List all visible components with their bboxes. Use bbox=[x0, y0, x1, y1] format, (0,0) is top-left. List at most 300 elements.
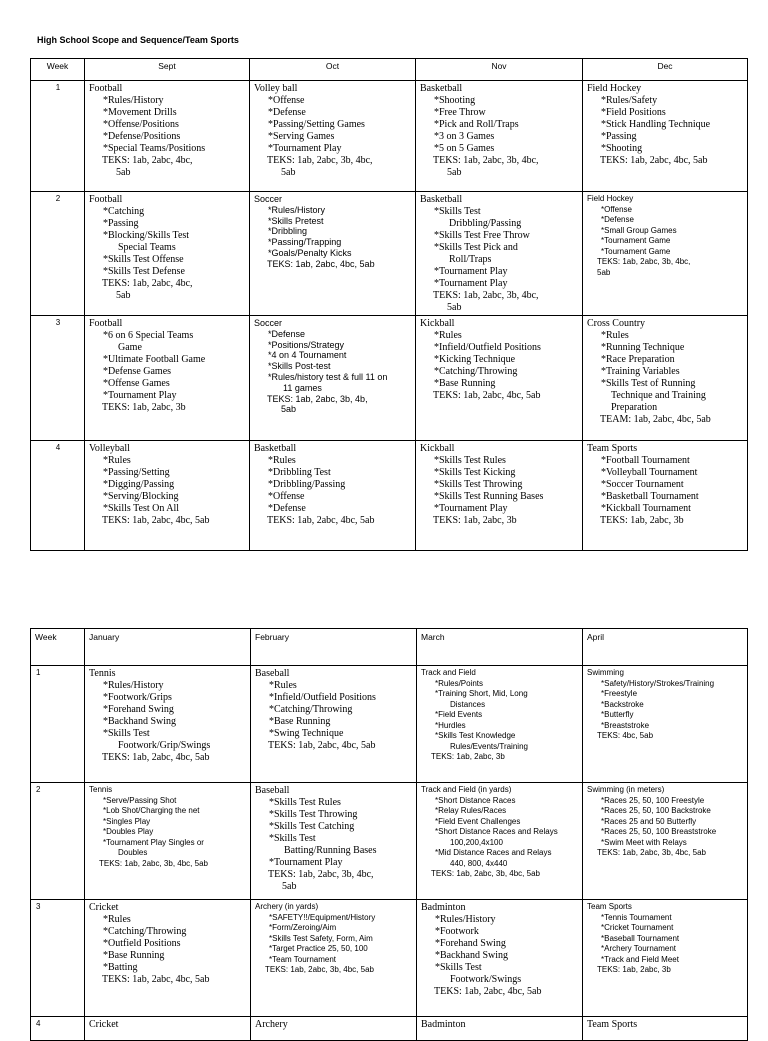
header-week: Week bbox=[31, 59, 85, 81]
unit-content bbox=[587, 785, 744, 859]
list-item: *Footwork bbox=[435, 926, 479, 937]
list-item: *Defense bbox=[268, 107, 306, 118]
teks-line: 5ab bbox=[597, 267, 611, 277]
list-item: *Special Teams/Positions bbox=[103, 143, 206, 154]
teks-line: TEKS: 1ab, 2abc, 4bc, 5ab bbox=[267, 258, 375, 269]
teks-line: TEKS: 1ab, 2abc, 3b, 4bc, bbox=[433, 290, 539, 301]
list-item: *Freestyle bbox=[601, 689, 638, 699]
sport-title: Cross Country bbox=[587, 318, 646, 329]
list-item: *Rules bbox=[434, 330, 462, 341]
list-item: *Backstroke bbox=[601, 699, 644, 709]
list-item: *Kicking Technique bbox=[434, 354, 516, 365]
unit-cell bbox=[583, 316, 748, 441]
header-sept: Sept bbox=[85, 59, 250, 81]
list-item: *Infield/Outfield Positions bbox=[434, 342, 541, 353]
teks-line: TEKS: 1ab, 2abc, 4bc, 5ab bbox=[102, 974, 210, 985]
sport-title: Baseball bbox=[255, 785, 290, 796]
list-item: *Batting bbox=[103, 962, 138, 973]
list-item: *Pick and Roll/Traps bbox=[434, 119, 519, 130]
unit-cell bbox=[416, 81, 583, 192]
unit-content bbox=[89, 318, 246, 414]
list-item: *Skills Test Defense bbox=[103, 266, 185, 277]
unit-content bbox=[89, 443, 246, 527]
unit-cell bbox=[416, 441, 583, 551]
list-item: *Hurdles bbox=[435, 720, 466, 730]
unit-content bbox=[421, 668, 579, 763]
list-item: *Short Distance Races bbox=[435, 795, 516, 805]
list-item: *Forehand Swing bbox=[435, 938, 506, 949]
unit-content bbox=[421, 902, 579, 998]
sport-title: Kickball bbox=[420, 443, 455, 454]
week-number: 2 bbox=[31, 783, 85, 900]
sport-title: Basketball bbox=[420, 194, 463, 205]
unit-cell bbox=[85, 900, 251, 1017]
list-item: *Cricket Tournament bbox=[601, 923, 674, 933]
list-item: *Skills Test bbox=[434, 206, 481, 217]
teks-line: TEAM: 1ab, 2abc, 4bc, 5ab bbox=[600, 414, 711, 425]
list-item: *Kickball Tournament bbox=[601, 503, 691, 514]
unit-cell bbox=[251, 666, 417, 783]
teks-line: TEKS: 1ab, 2abc, 3b, 4bc, bbox=[268, 869, 374, 880]
list-item: *Passing/Trapping bbox=[268, 237, 342, 248]
unit-content bbox=[420, 443, 579, 527]
teks-line: TEKS: 1ab, 2abc, 4bc, 5ab bbox=[102, 515, 210, 526]
sport-title: Badminton bbox=[421, 902, 466, 913]
list-item: *Catching/Throwing bbox=[269, 704, 353, 715]
list-item: *Rules/History bbox=[103, 680, 164, 691]
list-item: *Races 25, 50, 100 Backstroke bbox=[601, 806, 711, 816]
table-row bbox=[31, 900, 748, 1017]
unit-cell bbox=[85, 192, 250, 316]
list-item: *Shooting bbox=[601, 143, 643, 154]
table-row bbox=[31, 783, 748, 900]
unit-content bbox=[421, 785, 579, 880]
list-item: *Swim Meet with Relays bbox=[601, 837, 687, 847]
list-item: *Serving Games bbox=[268, 131, 335, 142]
unit-cell bbox=[251, 900, 417, 1017]
sport-title: Archery (in yards) bbox=[255, 902, 319, 911]
sport-title: Baseball bbox=[255, 668, 290, 679]
list-item: *SAFETY!!/Equipment/History bbox=[269, 912, 376, 922]
week-number: 2 bbox=[31, 192, 85, 316]
list-item: *Catching bbox=[103, 206, 145, 217]
list-item: *Tournament Game bbox=[601, 246, 671, 256]
list-item: *Volleyball Tournament bbox=[601, 467, 698, 478]
teks-line: TEKS: 1ab, 2abc, 4bc, 5ab bbox=[600, 155, 708, 166]
list-item: *Infield/Outfield Positions bbox=[269, 692, 376, 703]
list-item: *Outfield Positions bbox=[103, 938, 181, 949]
fall-semester-table bbox=[30, 58, 748, 551]
week-number: 4 bbox=[31, 1017, 85, 1041]
list-item: *Archery Tournament bbox=[601, 944, 676, 954]
list-item: *Defense Games bbox=[103, 366, 172, 377]
table-row bbox=[31, 441, 748, 551]
teks-line: TEKS: 1ab, 2abc, 4bc, bbox=[102, 278, 193, 289]
list-item: *Skills Test Pick and bbox=[434, 242, 518, 253]
teks-line: TEKS: 1ab, 2abc, 3b, 4bc, 5ab bbox=[99, 858, 208, 868]
list-item: *Tournament Play bbox=[434, 503, 508, 514]
list-item-continuation: Distances bbox=[450, 699, 486, 709]
list-item: *Skills Test bbox=[269, 833, 316, 844]
list-item: *Skills Pretest bbox=[268, 215, 324, 226]
table-row bbox=[31, 192, 748, 316]
list-item-continuation: Preparation bbox=[611, 402, 658, 413]
sport-title: Football bbox=[89, 194, 123, 205]
list-item: *Catching/Throwing bbox=[103, 926, 187, 937]
list-item: *Footwork/Grips bbox=[103, 692, 172, 703]
list-item: *Skills Test Safety, Form, Aim bbox=[269, 933, 373, 943]
sport-title: Archery bbox=[255, 1019, 288, 1030]
week-number: 1 bbox=[31, 81, 85, 192]
header-week: Week bbox=[31, 629, 85, 666]
list-item: *Defense bbox=[268, 328, 306, 339]
list-item: *Defense/Positions bbox=[103, 131, 181, 142]
list-item: *Race Preparation bbox=[601, 354, 675, 365]
list-item: *Mid Distance Races and Relays bbox=[435, 848, 552, 858]
sport-title: Basketball bbox=[420, 83, 463, 94]
list-item: *Football Tournament bbox=[601, 455, 690, 466]
teks-line: 5ab bbox=[116, 290, 131, 301]
unit-content bbox=[89, 1019, 247, 1031]
teks-line: TEKS: 1ab, 2abc, 3b, 4bc, bbox=[433, 155, 539, 166]
sport-title: Team Sports bbox=[587, 1019, 638, 1030]
list-item: *Field Positions bbox=[601, 107, 666, 118]
teks-line: TEKS: 1ab, 2abc, 3b, 4bc, bbox=[267, 155, 373, 166]
list-item: *Stick Handling Technique bbox=[601, 119, 711, 130]
list-item: *Offense bbox=[268, 491, 305, 502]
list-item: *Tournament Play bbox=[269, 857, 343, 868]
unit-content bbox=[254, 83, 412, 179]
unit-cell bbox=[417, 1017, 583, 1041]
header-february: February bbox=[251, 629, 417, 666]
list-item: *Breaststroke bbox=[601, 720, 650, 730]
sport-title: Team Sports bbox=[587, 443, 638, 454]
unit-cell bbox=[251, 1017, 417, 1041]
list-item: *Skills Test Throwing bbox=[434, 479, 523, 490]
sport-title: Field Hockey bbox=[587, 194, 634, 203]
teks-line: TEKS: 1ab, 2abc, 4bc, 5ab bbox=[433, 390, 541, 401]
teks-line: TEKS: 1ab, 2abc, 3b, 4bc, 5ab bbox=[597, 848, 706, 858]
list-item: *Safety/History/Strokes/Training bbox=[601, 678, 715, 688]
list-item: *Team Tournament bbox=[269, 954, 336, 964]
list-item: *Rules bbox=[103, 914, 131, 925]
unit-cell bbox=[85, 783, 251, 900]
teks-line: TEKS: 1ab, 2abc, 3b bbox=[597, 965, 671, 975]
table-row bbox=[31, 666, 748, 783]
teks-line: 5ab bbox=[447, 302, 462, 313]
list-item-continuation: Technique and Training bbox=[611, 390, 706, 401]
sport-title: Tennis bbox=[89, 668, 116, 679]
teks-line: TEKS: 4bc, 5ab bbox=[597, 731, 654, 741]
list-item: *Digging/Passing bbox=[103, 479, 175, 490]
sport-title: Field Hockey bbox=[587, 83, 642, 94]
unit-content bbox=[587, 668, 744, 742]
list-item: *Swing Technique bbox=[269, 728, 344, 739]
teks-line: 5ab bbox=[281, 404, 297, 415]
unit-content bbox=[420, 318, 579, 402]
list-item: *Passing bbox=[601, 131, 637, 142]
list-item: *Tennis Tournament bbox=[601, 912, 672, 922]
unit-content bbox=[587, 443, 744, 527]
unit-content bbox=[89, 902, 247, 986]
teks-line: TEKS: 1ab, 2abc, 3b, 4bc, bbox=[597, 257, 691, 267]
list-item: *Running Technique bbox=[601, 342, 685, 353]
list-item-continuation: Footwork/Grip/Swings bbox=[118, 740, 211, 751]
list-item: *Rules/history test & full 11 on bbox=[268, 371, 388, 382]
list-item: *5 on 5 Games bbox=[434, 143, 495, 154]
list-item: *Track and Field Meet bbox=[601, 954, 679, 964]
unit-content bbox=[254, 318, 412, 415]
unit-content bbox=[587, 83, 744, 167]
list-item: *Dribbling/Passing bbox=[268, 479, 346, 490]
list-item: *Butterfly bbox=[601, 710, 634, 720]
list-item: *Base Running bbox=[434, 378, 496, 389]
unit-cell bbox=[583, 1017, 748, 1041]
teks-line: TEKS: 1ab, 2abc, 4bc, 5ab bbox=[268, 740, 376, 751]
unit-content bbox=[420, 83, 579, 179]
list-item: *Defense bbox=[601, 215, 634, 225]
teks-line: TEKS: 1ab, 2abc, 3b, 4bc, 5ab bbox=[265, 965, 374, 975]
list-item: *Movement Drills bbox=[103, 107, 177, 118]
week-number: 3 bbox=[31, 900, 85, 1017]
list-item: *Singles Play bbox=[103, 816, 151, 826]
table-row bbox=[31, 1017, 748, 1041]
list-item: *Small Group Games bbox=[601, 225, 677, 235]
header-oct: Oct bbox=[250, 59, 416, 81]
list-item-continuation: Game bbox=[118, 342, 142, 353]
sport-title: Cricket bbox=[89, 1019, 119, 1030]
list-item-continuation: 11 games bbox=[283, 382, 322, 393]
list-item: *Base Running bbox=[103, 950, 165, 961]
unit-cell bbox=[583, 783, 748, 900]
teks-line: 5ab bbox=[281, 167, 296, 178]
unit-cell bbox=[251, 783, 417, 900]
list-item: *Goals/Penalty Kicks bbox=[268, 247, 352, 258]
sport-title: Volley ball bbox=[254, 83, 298, 94]
unit-content bbox=[89, 668, 247, 764]
list-item: *Passing/Setting Games bbox=[268, 119, 365, 130]
unit-content bbox=[255, 668, 413, 752]
list-item: *Offense bbox=[601, 204, 632, 214]
header-january: January bbox=[85, 629, 251, 666]
list-item: *Tournament Play bbox=[434, 278, 508, 289]
unit-cell bbox=[85, 316, 250, 441]
list-item: *Serving/Blocking bbox=[103, 491, 179, 502]
teks-line: TEKS: 1ab, 2abc, 4bc, bbox=[102, 155, 193, 166]
list-item: *Rules/Points bbox=[435, 678, 484, 688]
unit-cell bbox=[583, 81, 748, 192]
list-item: *Baseball Tournament bbox=[601, 933, 680, 943]
unit-cell bbox=[583, 900, 748, 1017]
sport-title: Team Sports bbox=[587, 902, 632, 911]
unit-content bbox=[587, 194, 744, 278]
teks-line: 5ab bbox=[116, 167, 131, 178]
list-item: *Skills Test Free Throw bbox=[434, 230, 530, 241]
header-dec: Dec bbox=[583, 59, 748, 81]
sport-title: Football bbox=[89, 83, 123, 94]
list-item: *Tournament Play bbox=[268, 143, 342, 154]
header-march: March bbox=[417, 629, 583, 666]
list-item: *Tournament Play Singles or bbox=[103, 837, 204, 847]
list-item: *Defense bbox=[268, 503, 306, 514]
unit-cell bbox=[417, 666, 583, 783]
list-item: *Tournament Game bbox=[601, 236, 671, 246]
sport-title: Soccer bbox=[254, 318, 283, 328]
list-item: *Offense bbox=[268, 95, 305, 106]
list-item: *Rules/Safety bbox=[601, 95, 658, 106]
list-item-continuation: Special Teams bbox=[118, 242, 176, 253]
list-item: *Skills Test Throwing bbox=[269, 809, 358, 820]
list-item: *Skills Post-test bbox=[268, 361, 331, 372]
list-item: *Backhand Swing bbox=[103, 716, 177, 727]
list-item: *Races 25 and 50 Butterfly bbox=[601, 816, 697, 826]
week-number: 3 bbox=[31, 316, 85, 441]
unit-cell bbox=[85, 441, 250, 551]
teks-line: TEKS: 1ab, 2abc, 3b, 4b, bbox=[267, 393, 368, 404]
list-item: *Dribbling bbox=[268, 226, 308, 237]
list-item: *Rules bbox=[269, 680, 297, 691]
unit-cell bbox=[583, 192, 748, 316]
list-item: *Training Variables bbox=[601, 366, 680, 377]
unit-cell bbox=[85, 81, 250, 192]
unit-content bbox=[255, 785, 413, 893]
list-item: *Rules/History bbox=[268, 204, 326, 215]
list-item: *3 on 3 Games bbox=[434, 131, 495, 142]
list-item: *Offense/Positions bbox=[103, 119, 179, 130]
sport-title: Tennis bbox=[89, 785, 113, 794]
list-item: *Dribbling Test bbox=[268, 467, 331, 478]
unit-cell bbox=[250, 441, 416, 551]
list-item: *Skills Test Kicking bbox=[434, 467, 516, 478]
list-item: *Target Practice 25, 50, 100 bbox=[269, 944, 368, 954]
week-number: 1 bbox=[31, 666, 85, 783]
list-item: *4 on 4 Tournament bbox=[268, 350, 347, 361]
list-item: *Skills Test Running Bases bbox=[434, 491, 544, 502]
teks-line: TEKS: 1ab, 2abc, 3b bbox=[431, 752, 505, 762]
unit-cell bbox=[85, 666, 251, 783]
teks-line: 5ab bbox=[447, 167, 462, 178]
unit-cell bbox=[583, 441, 748, 551]
teks-line: TEKS: 1ab, 2abc, 3b bbox=[102, 402, 186, 413]
list-item: *Passing/Setting bbox=[103, 467, 170, 478]
teks-line: 5ab bbox=[282, 881, 297, 892]
teks-line: TEKS: 1ab, 2abc, 3b, 4bc, 5ab bbox=[431, 869, 540, 879]
unit-cell bbox=[583, 666, 748, 783]
teks-line: TEKS: 1ab, 2abc, 3b bbox=[600, 515, 684, 526]
unit-content bbox=[254, 443, 412, 527]
list-item: *Skills Test Knowledge bbox=[435, 731, 516, 741]
unit-content bbox=[420, 194, 579, 314]
list-item: *Free Throw bbox=[434, 107, 486, 118]
sport-title: Soccer bbox=[254, 194, 283, 204]
unit-content bbox=[255, 902, 413, 976]
teks-line: TEKS: 1ab, 2abc, 3b bbox=[433, 515, 517, 526]
table-header-row bbox=[31, 629, 748, 666]
list-item: *Skills Test bbox=[103, 728, 150, 739]
list-item: *Skills Test Rules bbox=[269, 797, 341, 808]
teks-line: TEKS: 1ab, 2abc, 4bc, 5ab bbox=[434, 986, 542, 997]
list-item-continuation: Footwork/Swings bbox=[450, 974, 522, 985]
list-item: *Shooting bbox=[434, 95, 476, 106]
table-row bbox=[31, 81, 748, 192]
list-item: *Rules bbox=[601, 330, 629, 341]
list-item: *Forehand Swing bbox=[103, 704, 174, 715]
list-item: *Races 25, 50, 100 Breaststroke bbox=[601, 827, 717, 837]
list-item-continuation: Roll/Traps bbox=[449, 254, 492, 265]
week-number: 4 bbox=[31, 441, 85, 551]
list-item: *Rules/History bbox=[103, 95, 164, 106]
sport-title: Track and Field (in yards) bbox=[421, 785, 512, 794]
list-item-continuation: 100,200,4x100 bbox=[450, 837, 503, 847]
list-item: *Doubles Play bbox=[103, 827, 154, 837]
sport-title: Basketball bbox=[254, 443, 297, 454]
list-item: *Rules/History bbox=[435, 914, 496, 925]
list-item-continuation: 440, 800, 4x440 bbox=[450, 858, 508, 868]
list-item: *Relay Rules/Races bbox=[435, 806, 507, 816]
list-item: *Skills Test Rules bbox=[434, 455, 506, 466]
unit-content bbox=[421, 1019, 579, 1031]
header-nov: Nov bbox=[416, 59, 583, 81]
list-item: *Races 25, 50, 100 Freestyle bbox=[601, 795, 705, 805]
table-row bbox=[31, 316, 748, 441]
list-item: *Tournament Play bbox=[434, 266, 508, 277]
list-item: *Field Events bbox=[435, 710, 483, 720]
list-item: *Field Event Challenges bbox=[435, 816, 521, 826]
list-item: *Basketball Tournament bbox=[601, 491, 699, 502]
list-item: *Backhand Swing bbox=[435, 950, 509, 961]
unit-cell bbox=[250, 192, 416, 316]
list-item: *Base Running bbox=[269, 716, 331, 727]
teks-line: TEKS: 1ab, 2abc, 4bc, 5ab bbox=[102, 752, 210, 763]
unit-content bbox=[587, 1019, 744, 1031]
list-item: *Rules bbox=[268, 455, 296, 466]
unit-content bbox=[89, 785, 247, 869]
list-item: *Tournament Play bbox=[103, 390, 177, 401]
sport-title: Kickball bbox=[420, 318, 455, 329]
unit-cell bbox=[250, 316, 416, 441]
unit-content bbox=[89, 83, 246, 179]
document-title: High School Scope and Sequence/Team Sports bbox=[37, 35, 239, 45]
unit-cell bbox=[417, 900, 583, 1017]
sport-title: Volleyball bbox=[89, 443, 130, 454]
header-april: April bbox=[583, 629, 748, 666]
list-item: *Lob Shot/Charging the net bbox=[103, 806, 200, 816]
sport-title: Swimming (in meters) bbox=[587, 785, 665, 794]
unit-content bbox=[89, 194, 246, 302]
list-item: *Offense Games bbox=[103, 378, 170, 389]
unit-content bbox=[255, 1019, 413, 1031]
list-item: *Catching/Throwing bbox=[434, 366, 518, 377]
unit-content bbox=[587, 902, 744, 976]
list-item: *Serve/Passing Shot bbox=[103, 795, 177, 805]
list-item: *Short Distance Races and Relays bbox=[435, 827, 558, 837]
list-item: *Passing bbox=[103, 218, 139, 229]
list-item-continuation: Doubles bbox=[118, 848, 148, 858]
list-item: *Skills Test Catching bbox=[269, 821, 355, 832]
list-item: *6 on 6 Special Teams bbox=[103, 330, 194, 341]
list-item: *Form/Zeroing/Aim bbox=[269, 923, 337, 933]
list-item-continuation: Dribbling/Passing bbox=[449, 218, 522, 229]
unit-content bbox=[587, 318, 744, 426]
spring-semester-table bbox=[30, 628, 748, 1041]
list-item-continuation: Rules/Events/Training bbox=[450, 741, 528, 751]
list-item: *Rules bbox=[103, 455, 131, 466]
unit-cell bbox=[250, 81, 416, 192]
teks-line: TEKS: 1ab, 2abc, 4bc, 5ab bbox=[267, 515, 375, 526]
list-item: *Blocking/Skills Test bbox=[103, 230, 190, 241]
list-item-continuation: Batting/Running Bases bbox=[284, 845, 377, 856]
unit-content bbox=[254, 194, 412, 270]
